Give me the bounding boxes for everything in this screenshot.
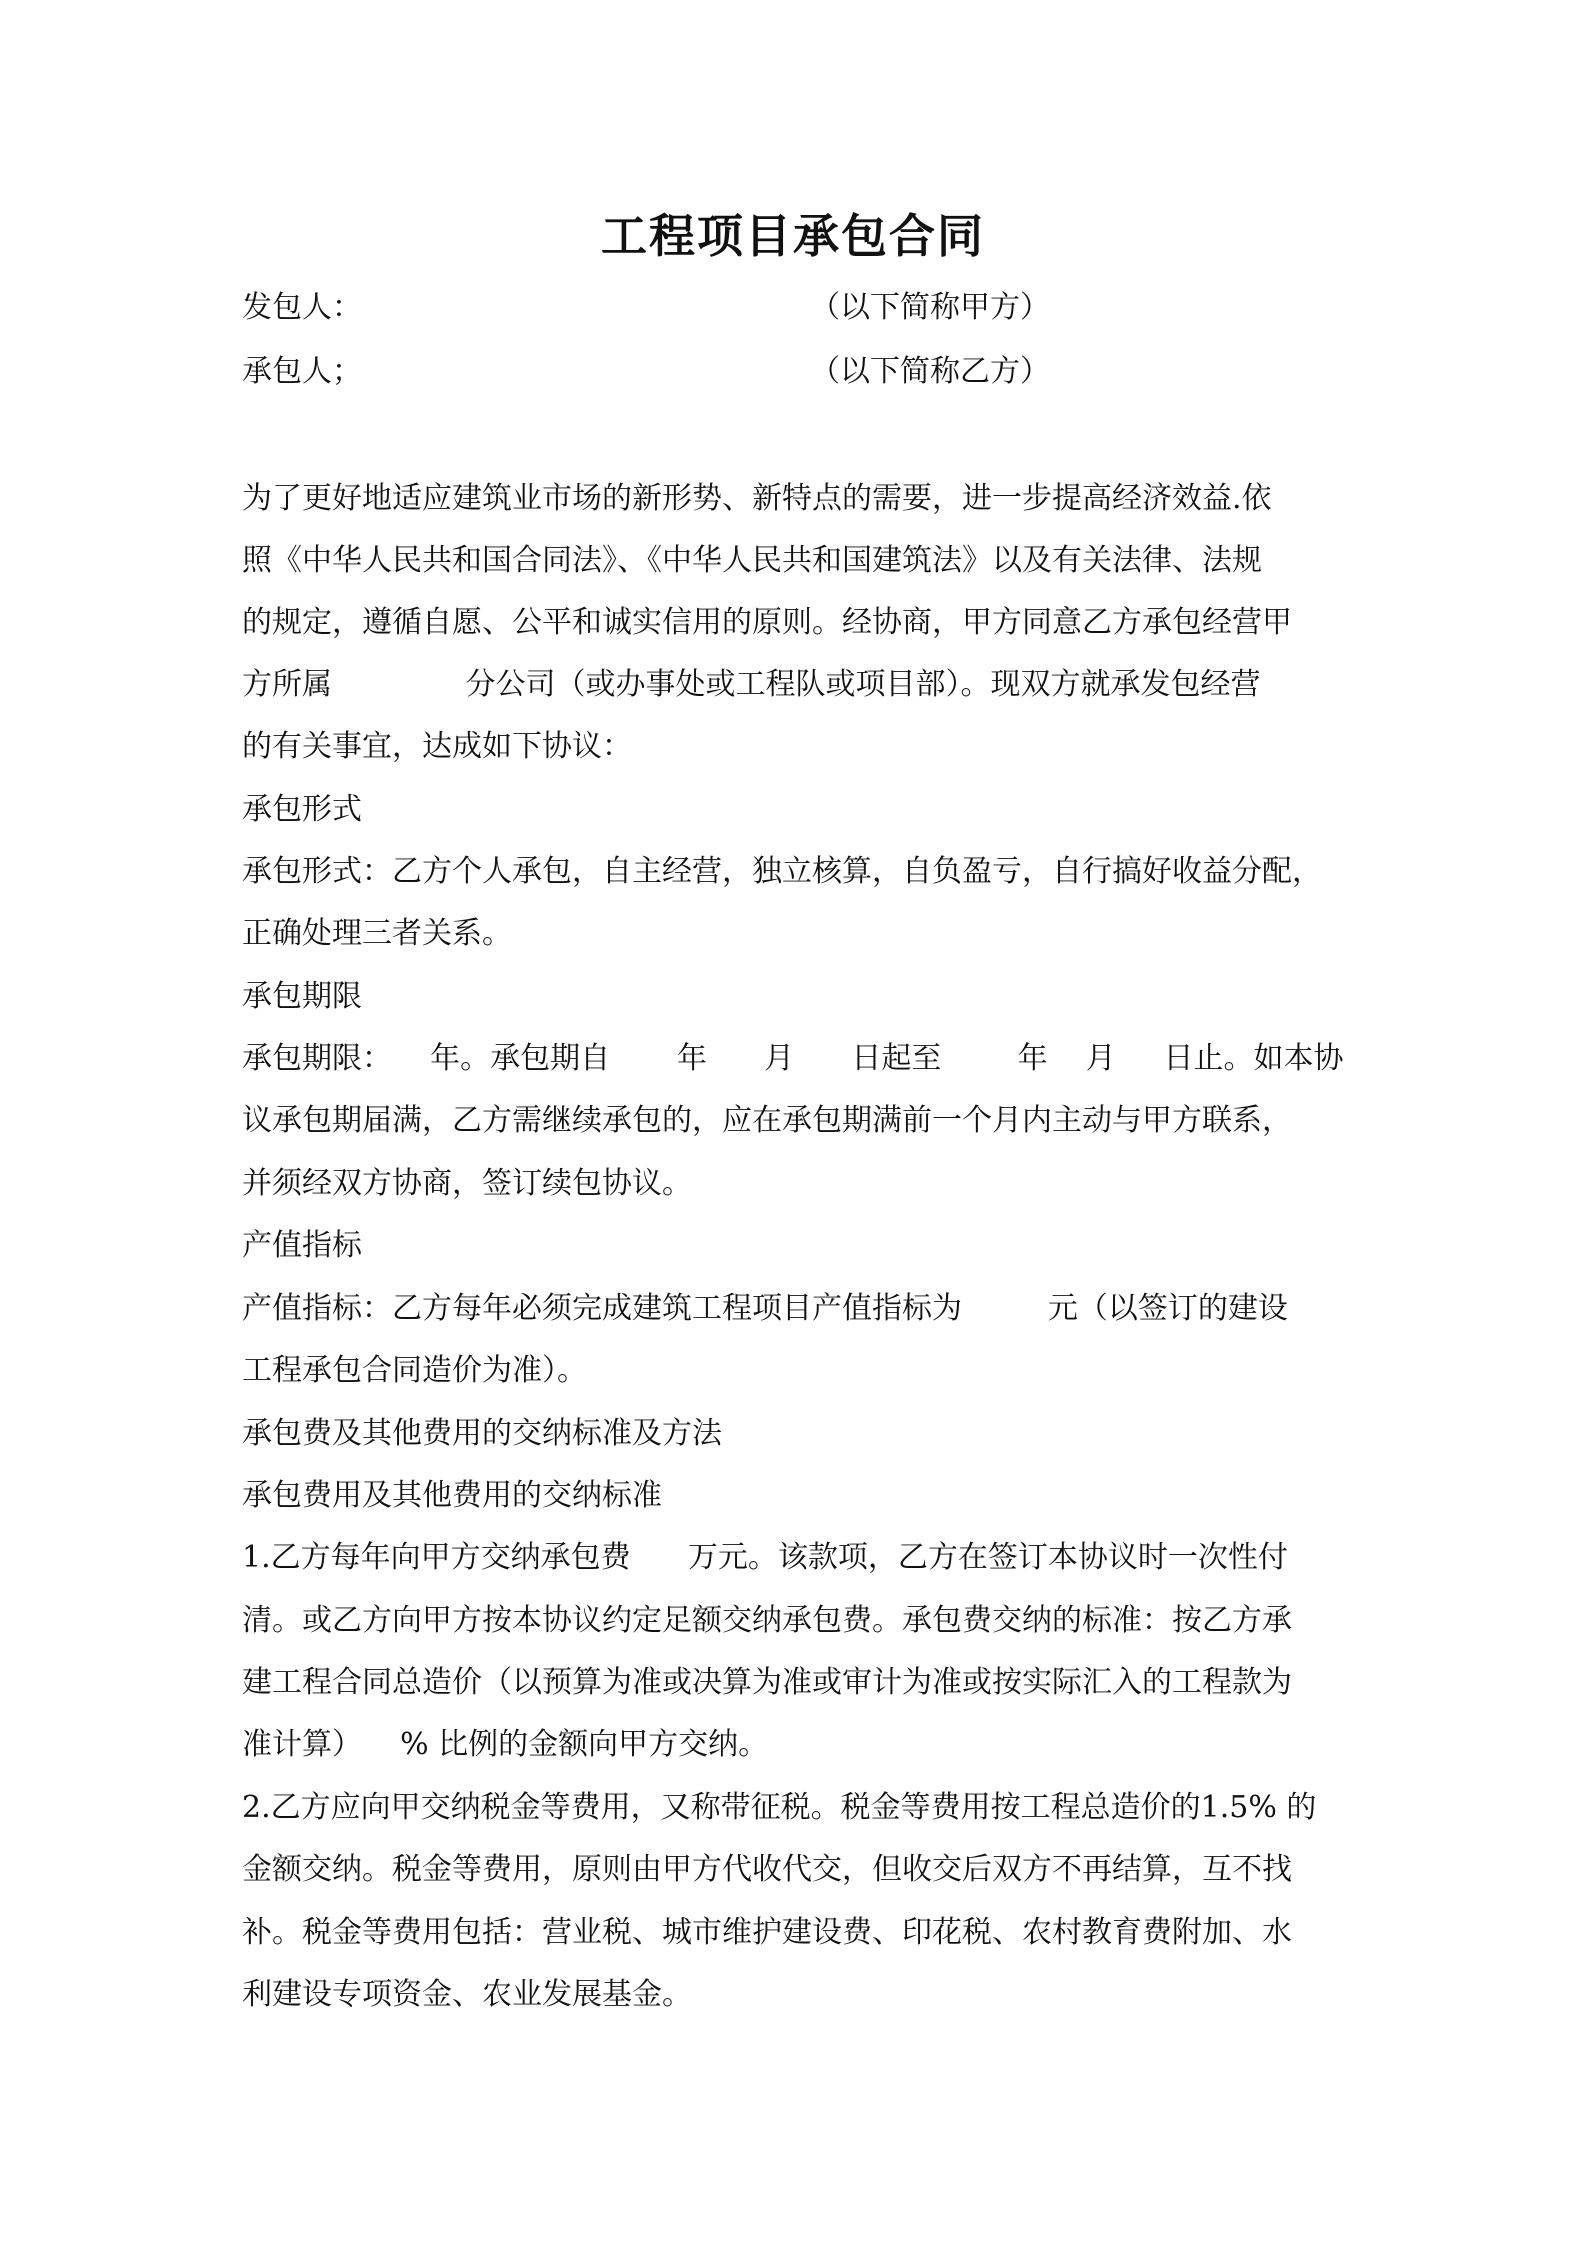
body-line: 正确处理三者关系。 bbox=[242, 916, 512, 951]
body-line: 承包期限： 年。承包期自 年 月 日起至 年 月 日止。如本协 bbox=[242, 1041, 1344, 1076]
section-heading: 承包期限 bbox=[242, 979, 362, 1014]
section-heading: 承包形式 bbox=[242, 792, 362, 827]
body-line: 金额交纳。税金等费用，原则由甲方代收代交，但收交后双方不再结算，互不找 bbox=[242, 1852, 1292, 1887]
body-line: 的规定，遵循自愿、公平和诚实信用的原则。经协商，甲方同意乙方承包经营甲 bbox=[242, 605, 1292, 640]
body-line: 工程承包合同造价为准）。 bbox=[242, 1353, 587, 1388]
section-heading: 承包费用及其他费用的交纳标准 bbox=[242, 1478, 662, 1513]
body-line: 议承包期届满，乙方需继续承包的，应在承包期满前一个月内主动与甲方联系， bbox=[242, 1103, 1292, 1138]
section-heading: 产值指标 bbox=[242, 1228, 362, 1263]
body-line: 建工程合同总造价（以预算为准或决算为准或审计为准或按实际汇入的工程款为 bbox=[242, 1665, 1292, 1700]
party-b-label: 承包人； bbox=[242, 354, 362, 389]
body-line: 为了更好地适应建筑业市场的新形势、新特点的需要，进一步提高经济效益.依 bbox=[242, 481, 1272, 516]
party-a-note: （以下简称甲方） bbox=[810, 290, 1050, 325]
body-line: 利建设专项资金、农业发展基金。 bbox=[242, 1977, 692, 2012]
body-line: 并须经双方协商，签订续包协议。 bbox=[242, 1166, 692, 1201]
page-title: 工程项目承包合同 bbox=[601, 209, 985, 263]
party-b-note: （以下简称乙方） bbox=[810, 354, 1050, 389]
body-line: 补。税金等费用包括：营业税、城市维护建设费、印花税、农村教育费附加、水 bbox=[242, 1915, 1292, 1950]
body-line: 1.乙方每年向甲方交纳承包费 万元。该款项，乙方在签订本协议时一次性付 bbox=[242, 1540, 1288, 1575]
body-line: 承包形式：乙方个人承包，自主经营，独立核算，自负盈亏，自行搞好收益分配， bbox=[242, 854, 1322, 889]
body-line: 方所属 分公司（或办事处或工程队或项目部）。现双方就承发包经营 bbox=[242, 667, 1261, 702]
body-line: 准计算） % 比例的金额向甲方交纳。 bbox=[242, 1727, 769, 1762]
body-line: 2.乙方应向甲交纳税金等费用，又称带征税。税金等费用按工程总造价的1.5% 的 bbox=[242, 1790, 1317, 1825]
body-line: 照《中华人民共和国合同法》、《中华人民共和国建筑法》以及有关法律、法规 bbox=[242, 543, 1262, 578]
party-a-label: 发包人： bbox=[242, 290, 362, 325]
body-line: 产值指标：乙方每年必须完成建筑工程项目产值指标为 元（以签订的建设 bbox=[242, 1291, 1288, 1326]
body-line: 清。或乙方向甲方按本协议约定足额交纳承包费。承包费交纳的标准：按乙方承 bbox=[242, 1603, 1292, 1638]
body-line: 的有关事宜，达成如下协议： bbox=[242, 729, 632, 764]
section-heading: 承包费及其他费用的交纳标准及方法 bbox=[242, 1416, 722, 1451]
